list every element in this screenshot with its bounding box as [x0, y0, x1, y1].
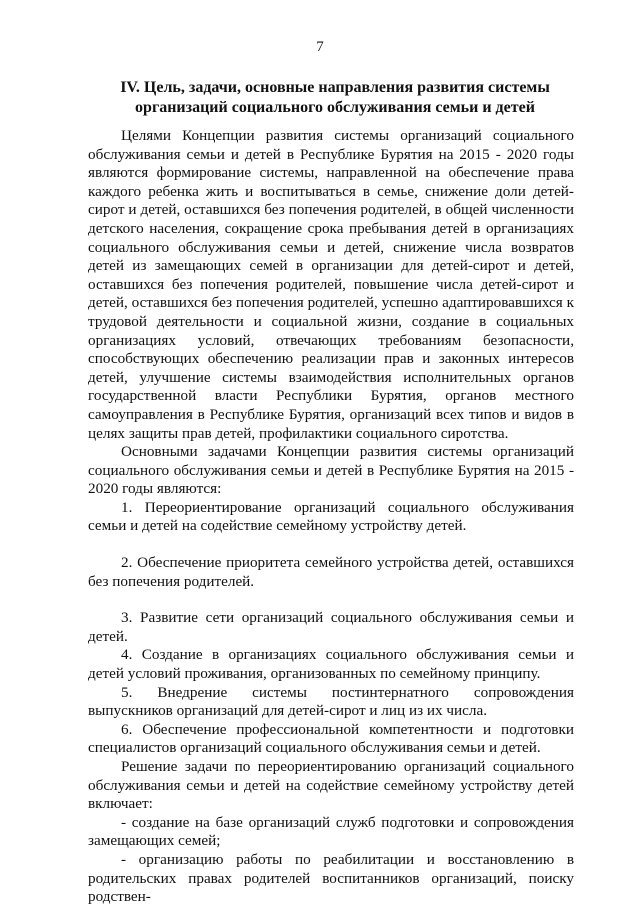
list-item-task-2: 2. Обеспечение приоритета семейного устройства детей, оставшихся без попечения родителей. [88, 554, 574, 590]
list-item-task-1: 1. Переориентирование организаций социального обслуживания семьи и детей на содействие семейному устройству детей. [88, 498, 574, 535]
list-item-task-3: 3. Развитие сети организаций социального обслуживания семьи и детей. [88, 609, 574, 645]
section-heading [90, 78, 580, 118]
list-item-task-4: 4. Создание в организациях социального обслуживания семьи и детей условий проживания, организованных по семейному принципу. [88, 646, 574, 683]
paragraph-solution-intro: Решение задачи по переориентированию организаций социального обслуживания семьи и детей на содействие семейному устройству детей включает: [88, 758, 574, 813]
list-item-dash-2: - организацию работы по реабилитации и восстановлению в родительских правах родителей воспитанников организаций, поиску родствен- [88, 850, 574, 906]
list-item-dash-1: - создание на базе организаций служб подготовки и сопровождения замещающих семей; [88, 813, 574, 850]
page-number: 7 [316, 39, 324, 55]
document-body [88, 127, 574, 907]
list-item-task-6: 6. Обеспечение профессиональной компетентности и подготовки специалистов организаций социального обслуживания семьи и детей. [88, 720, 574, 757]
section-heading-line-1: IV. Цель, задачи, основные направления развития системы [120, 79, 550, 96]
paragraph-goals: Целями Концепции развития системы организаций социального обслуживания семьи и детей в Республике Бурятия на 2015 - 2020 годы являются формирование системы, направленной на обеспечение права каждого ребенка жить и воспитываться в семье, снижение доли детей-сирот и детей, оставшихся без попечения родителей, в общей численности детского населения, сокращение срока пребывания детей в организациях социального обслуживания семьи и детей, снижение числа возвратов детей из замещающих семей в организации для детей-сирот и детей, оставшихся без попечения родителей, повышение числа детей-сирот и детей, оставшихся без попечения родителей, успешно адаптировавшихся к трудовой деятельности и социальной жизни, создание в социальных организациях условий, отвечающих требованиям безопасности, способствующих обеспечению реализации прав и законных интересов детей, улучшение системы взаимодействия исполнительных органов государственной власти Республики Бурятия, органов местного самоуправления в Республике Бурятия, организаций всех типов и видов в целях защиты прав детей, профилактики социального сиротства. [88, 127, 574, 442]
section-heading-line-2: организаций социального обслуживания семьи и детей [135, 99, 535, 116]
list-item-task-5: 5. Внедрение системы постинтернатного сопровождения выпускников организаций для детей-сирот и лиц из их числа. [88, 683, 574, 720]
paragraph-tasks-intro: Основными задачами Концепции развития системы организаций социального обслуживания семьи и детей в Республике Бурятия на 2015 - 2020 годы являются: [88, 443, 574, 498]
